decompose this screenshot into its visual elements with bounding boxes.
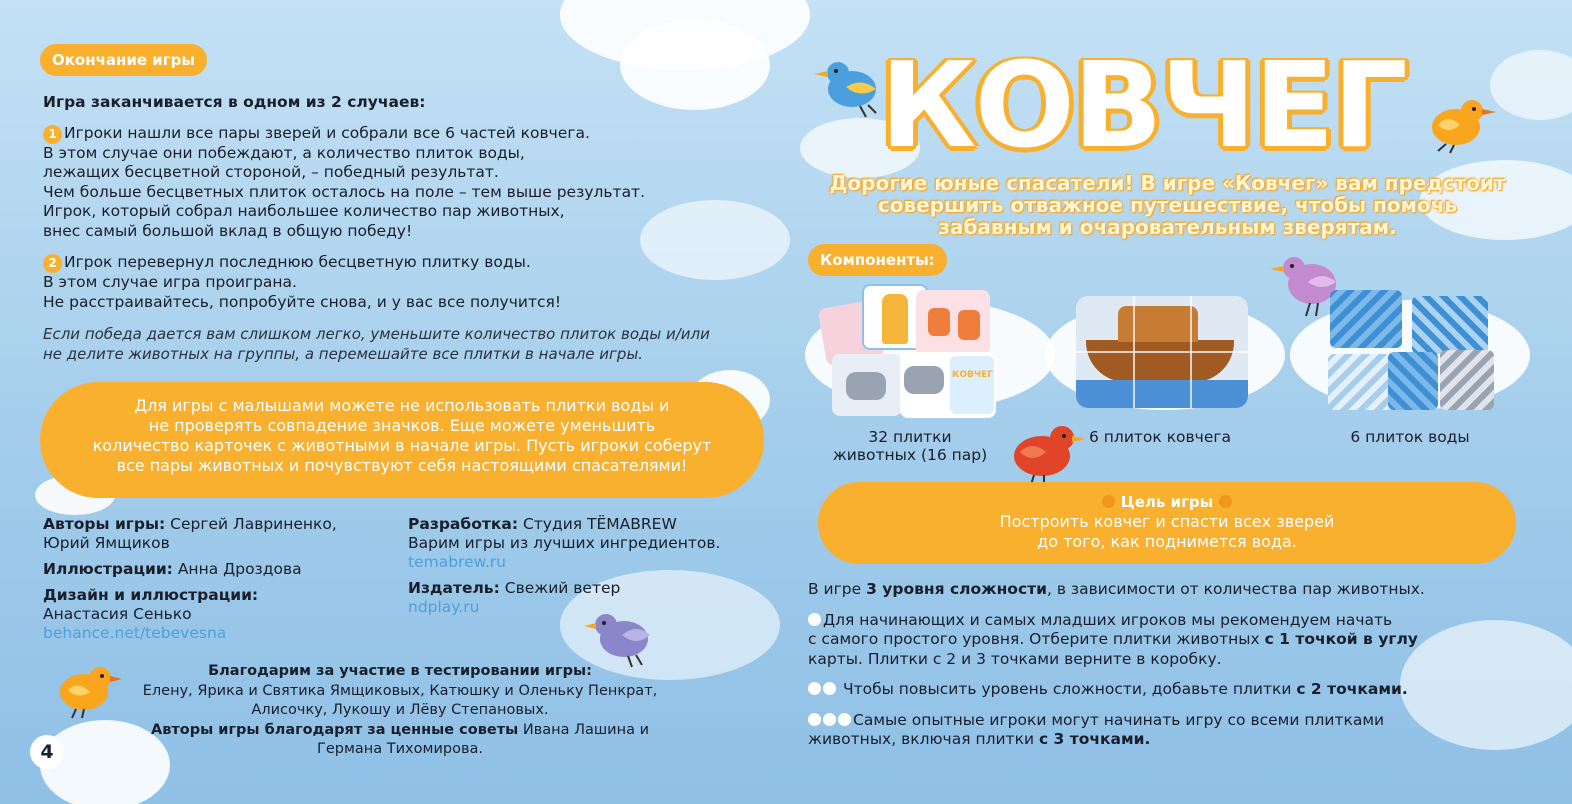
case1-line: В этом случае они побеждают, а количество плиток воды,	[43, 143, 525, 162]
kids-tip-box	[40, 382, 764, 498]
authors-label: Авторы игры:	[43, 515, 166, 533]
dev-slogan: Варим игры из лучших ингредиентов.	[408, 534, 721, 552]
bg-cloud	[1490, 50, 1572, 120]
kids-line: не проверять совпадение значков. Еще можете уменьшить	[148, 416, 656, 435]
goal-box	[818, 482, 1516, 564]
water-tiles-image	[1328, 290, 1496, 412]
credits-left	[43, 515, 403, 643]
authors-value: Сергей Лавриненко,	[170, 515, 337, 533]
water-tile	[1440, 350, 1494, 410]
bird-icon	[582, 605, 662, 671]
ark-water	[1076, 380, 1248, 408]
intro-line: Дорогие юные спасатели! В игре «Ковчег» вам предстоит	[829, 171, 1506, 195]
dot-icon	[1219, 495, 1232, 508]
ark-tiles-image	[1076, 296, 1248, 408]
pub-label: Издатель:	[408, 579, 500, 597]
card-logo: КОВЧЕГ	[952, 370, 994, 380]
goal-line: Построить ковчег и спасти всех зверей	[999, 512, 1335, 531]
thanks-line: Алисочку, Лукошу и Лёву Степановых.	[251, 702, 549, 718]
tip-line: Если победа дается вам слишком легко, уменьшите количество плиток воды и/или	[43, 325, 710, 343]
kids-line: все пары животных и почувствуют себя настоящими спасателями!	[116, 456, 688, 475]
thanks-line: Елену, Ярика и Святика Ямщиковых, Катюшку и Оленьку Пенкрат,	[142, 682, 658, 699]
intro-line: забавным и очаровательным зверятам.	[938, 215, 1397, 239]
illus-value: Анна Дроздова	[177, 560, 302, 578]
design-label: Дизайн и иллюстрации:	[43, 586, 259, 604]
case2-line: В этом случае игра проиграна.	[43, 273, 297, 291]
case2-line: Не расстраивайтесь, попробуйте снова, и у вас все получится!	[43, 292, 562, 311]
case2-line: Игрок перевернул последнюю бесцветную плитку воды.	[64, 253, 531, 271]
tip-line: не делите животных на группы, а перемешайте все плитки в начале игры.	[43, 345, 644, 363]
case1-line: Чем больше бесцветных плиток осталось на поле – тем выше результат.	[43, 182, 646, 201]
thanks-title: Благодарим за участие в тестировании игры:	[208, 663, 592, 679]
component-caption-animals	[815, 428, 1005, 464]
dot-icon	[808, 613, 821, 626]
ark-house	[1118, 306, 1198, 342]
water-tile	[1412, 296, 1488, 354]
end-heading: Игра заканчивается в одном из 2 случаев:	[43, 93, 426, 111]
illus-label: Иллюстрации:	[43, 560, 173, 578]
temabrew-link[interactable]: temabrew.ru	[408, 553, 506, 571]
bird-icon	[48, 660, 128, 720]
dot-icon	[838, 713, 851, 726]
goat-tile	[832, 354, 902, 416]
ark-hull	[1086, 340, 1234, 382]
ndplay-link[interactable]: ndplay.ru	[408, 598, 480, 616]
water-tile	[1330, 290, 1402, 348]
dev-label: Разработка:	[408, 515, 519, 533]
behance-link[interactable]: behance.net/tebevesna	[43, 624, 227, 642]
end-rules	[43, 93, 723, 364]
case1-line: Игроки нашли все пары зверей и собрали все 6 частей ковчега.	[64, 123, 590, 142]
credits-right	[408, 515, 778, 617]
goal-line: до того, как поднимется вода.	[1037, 532, 1297, 551]
case-2	[43, 253, 723, 312]
case1-line: лежащих бесцветной стороной, – победный результат.	[43, 163, 499, 181]
case-1	[43, 124, 723, 242]
goal-title: Цель игры	[1120, 493, 1214, 511]
fox-tile	[916, 290, 990, 356]
animal-tiles-image	[820, 282, 1000, 420]
intro-line: совершить отважное путешествие, чтобы помочь	[877, 193, 1458, 217]
water-tile	[1388, 352, 1438, 410]
dev-value: Студия ТЁМАBREW	[522, 515, 677, 533]
kids-line: Для игры с малышами можете не использовать плитки воды и	[134, 396, 670, 415]
levels-block	[808, 580, 1528, 750]
number-badge-1: 1	[43, 125, 62, 144]
thanks-line: Германа Тихомирова.	[317, 741, 483, 757]
dot-icon	[808, 682, 821, 695]
end-of-game-tag: Окончание игры	[40, 44, 207, 76]
case1-line: Игрок, который собрал наибольшее количество пар животных,	[43, 202, 565, 220]
dot-icon	[1102, 495, 1115, 508]
pub-value: Свежий ветер	[504, 579, 621, 597]
dot-icon	[823, 713, 836, 726]
dot-icon	[823, 682, 836, 695]
dot-icon	[808, 713, 821, 726]
level-1: Для начинающих и самых младших игроков мы рекомендуем начать с самого простого уровня. Отберите плитки животных с 1 точкой в углу карты. Плитки с 2 и 3 точками верните в коробку.	[808, 610, 1418, 668]
level-2: Чтобы повысить уровень сложности, добавьте плитки с 2 точками.	[808, 680, 1528, 700]
page-number: 4	[30, 735, 64, 769]
authors-value-2: Юрий Ямщиков	[43, 534, 170, 552]
box-tile	[900, 352, 996, 418]
water-tile	[1328, 354, 1392, 410]
game-title: КОВЧЕГ	[880, 36, 1406, 174]
advice-rest: Ивана Лашина и	[522, 721, 649, 738]
case1-line: внес самый большой вклад в общую победу!	[43, 221, 413, 240]
tip-text	[43, 324, 723, 364]
intro-text	[805, 172, 1530, 238]
kids-line: количество карточек с животными в начале игры. Пусть игроки соберут	[92, 436, 712, 455]
bird-icon	[810, 55, 890, 121]
component-caption-ark: 6 плиток ковчега	[1088, 428, 1232, 446]
component-caption-water: 6 плиток воды	[1350, 428, 1470, 446]
advice-bold: Авторы игры благодарят за ценные советы	[151, 721, 519, 738]
caption-line: животных (16 пар)	[832, 446, 988, 464]
caption-line: 32 плитки	[868, 428, 952, 446]
design-value: Анастасия Сенько	[43, 605, 192, 623]
level-3: Самые опытные игроки могут начинать игру со всеми плитками животных, включая плитки с 3 точками.	[808, 710, 1385, 748]
components-tag: Компоненты:	[808, 244, 947, 276]
thanks-block	[100, 662, 700, 760]
number-badge-2: 2	[43, 254, 62, 273]
levels-intro: В игре 3 уровня сложности, в зависимости от количества пар животных.	[808, 580, 1425, 598]
